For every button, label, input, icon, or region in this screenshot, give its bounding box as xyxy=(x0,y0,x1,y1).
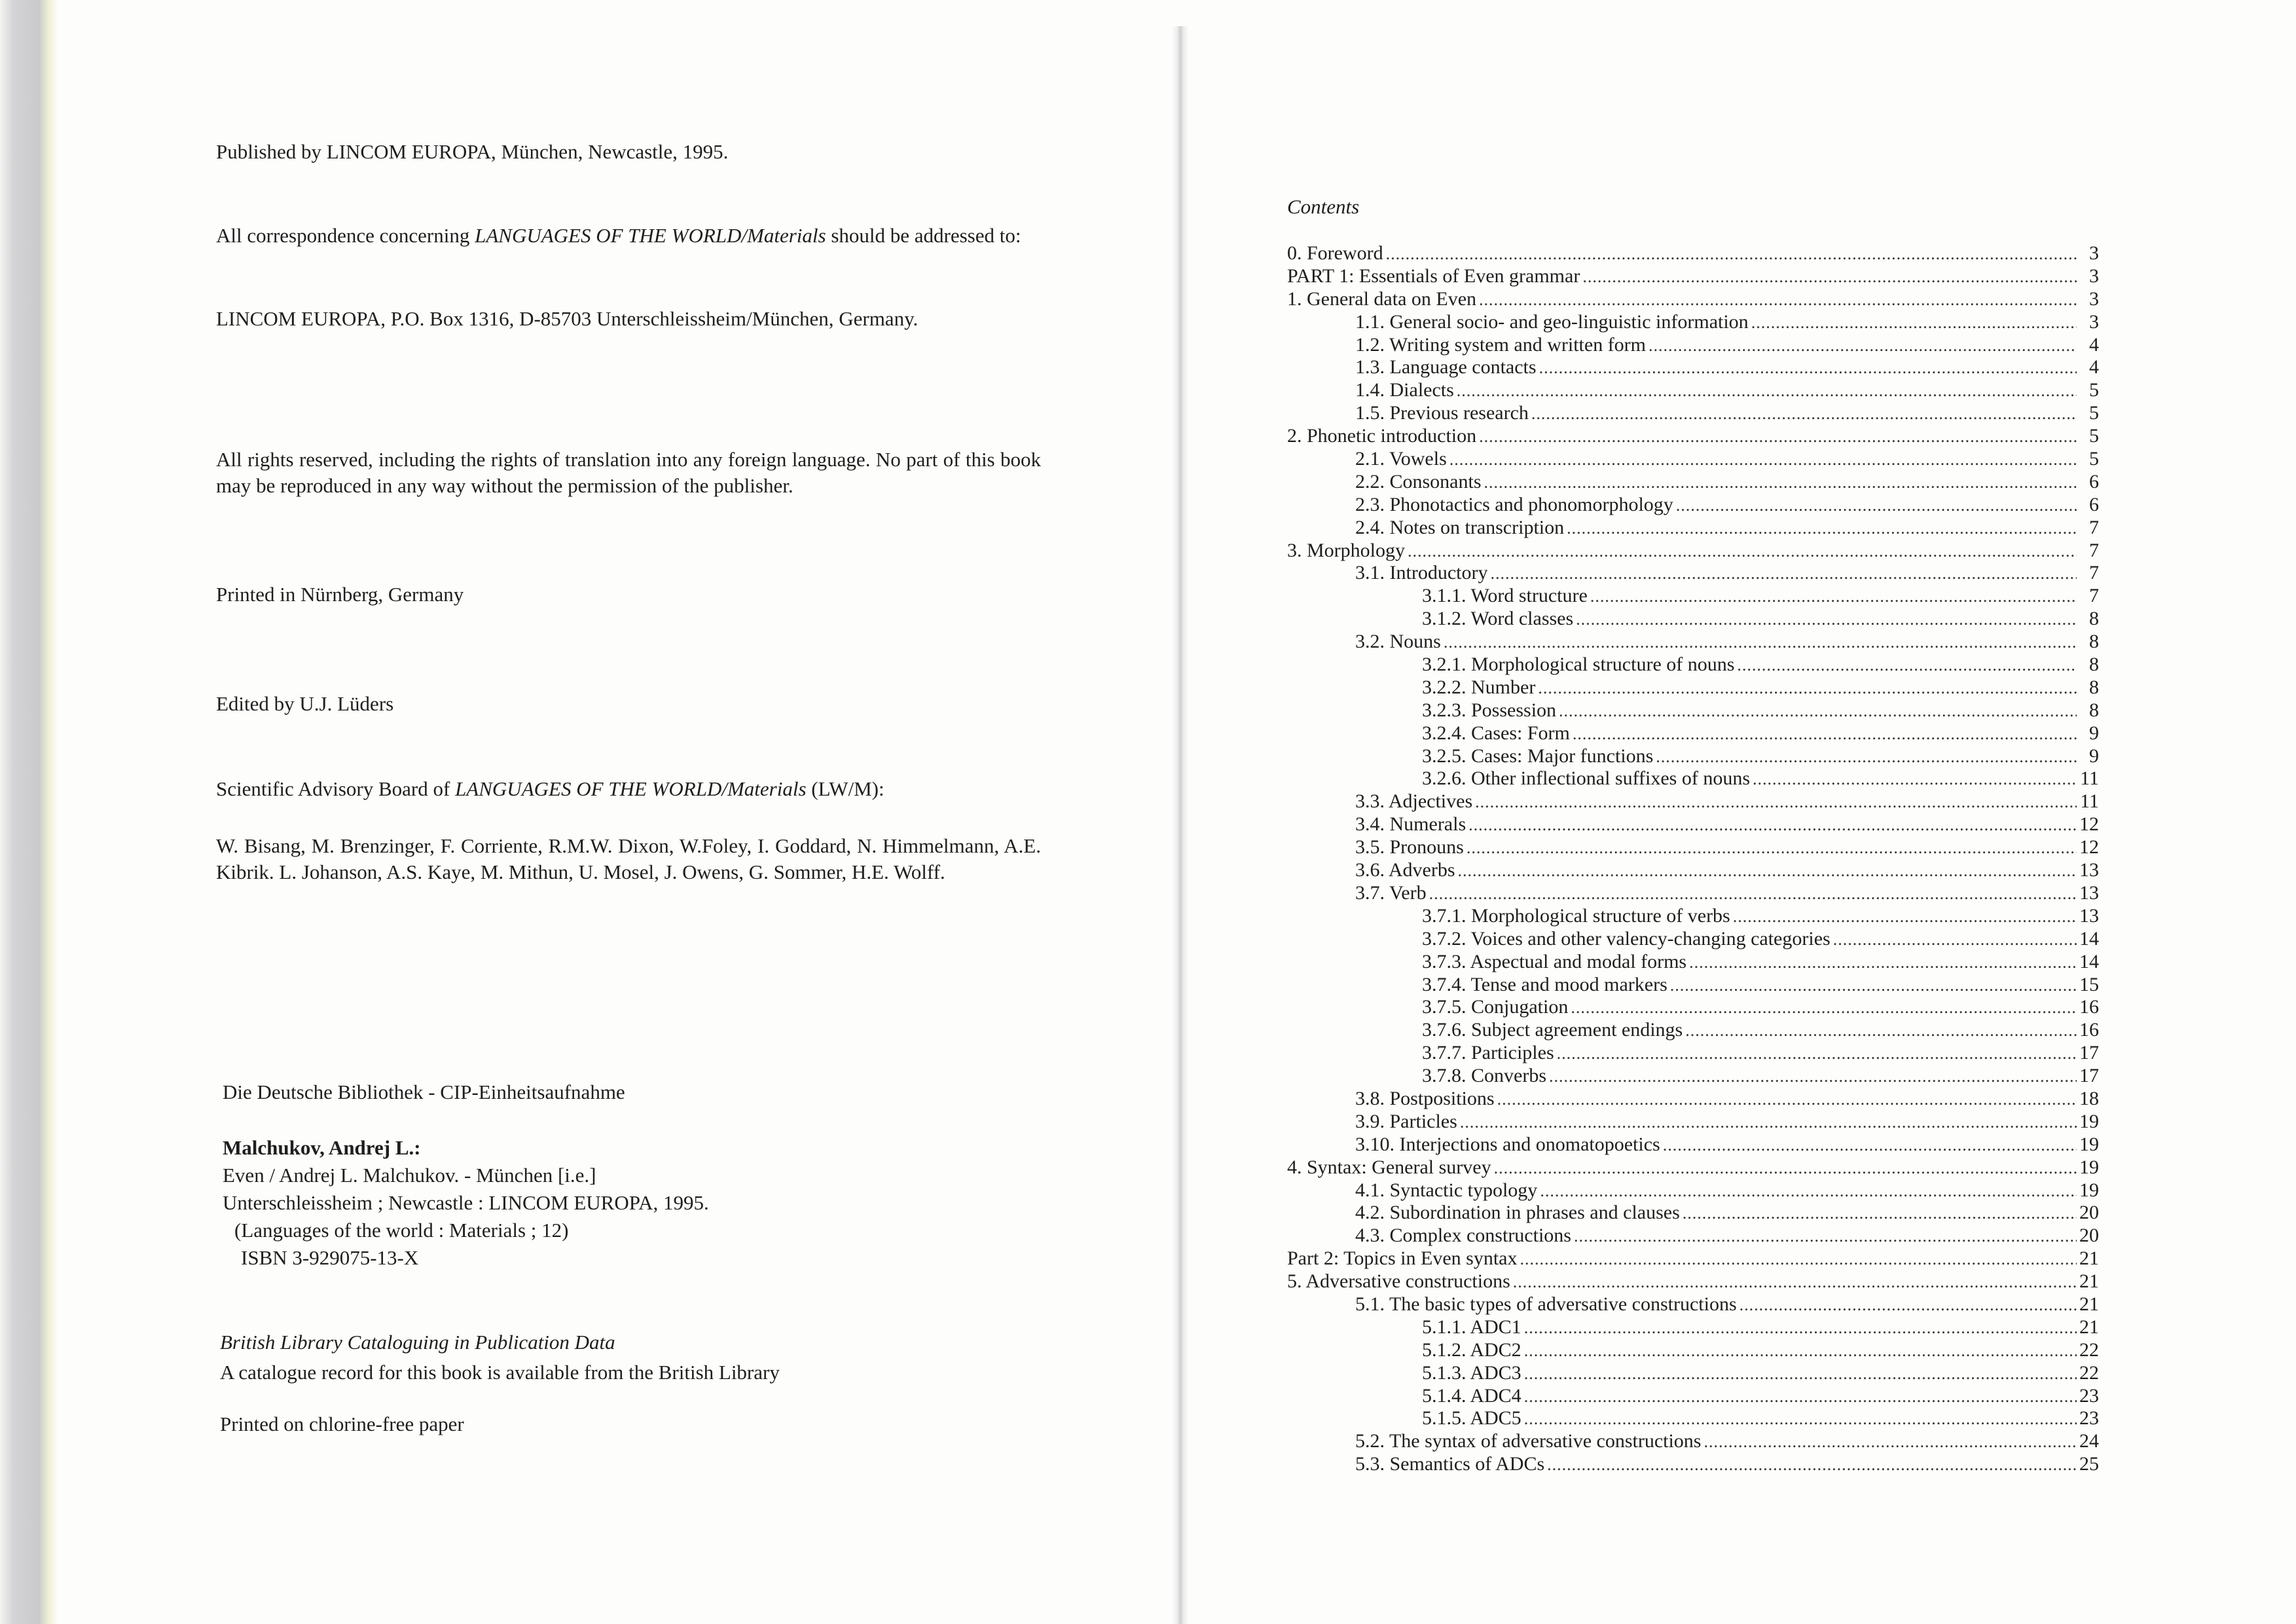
toc-entry-label: 2.2. Consonants xyxy=(1355,470,1482,492)
toc-entry-page: 14 xyxy=(2079,927,2099,950)
toc-leader-dots xyxy=(1524,1317,2077,1340)
toc-leader-dots xyxy=(1524,1363,2077,1386)
toc-entry xyxy=(1287,288,2099,311)
toc-entry-label: 3.4. Numerals xyxy=(1355,813,1467,836)
toc-entry xyxy=(1287,951,2099,974)
scan-edge xyxy=(0,0,58,1624)
toc-entry xyxy=(1287,1247,2099,1270)
toc-entry xyxy=(1287,1430,2099,1453)
publisher-address: LINCOM EUROPA, P.O. Box 1316, D-85703 Unterschleissheim/München, Germany. xyxy=(216,307,919,330)
toc-leader-dots xyxy=(1833,929,2077,951)
toc-entry-label: 1.5. Previous research xyxy=(1355,402,1529,424)
toc-entry-page: 20 xyxy=(2079,1225,2099,1247)
cip-author: Malchukov, Andrej L.: xyxy=(223,1136,421,1159)
printed-location: Printed in Nürnberg, Germany xyxy=(216,583,464,606)
cip-isbn: ISBN 3-929075-13-X xyxy=(241,1246,419,1269)
toc-entry-page: 13 xyxy=(2079,859,2099,881)
toc-entry xyxy=(1287,425,2099,448)
toc-entry-page: 8 xyxy=(2089,654,2099,676)
toc-entry-label: 3.7.2. Voices and other valency-changing categories xyxy=(1422,927,1831,950)
toc-entry-page: 8 xyxy=(2089,631,2099,653)
toc-entry-label: 3.5. Pronouns xyxy=(1355,836,1464,858)
toc-leader-dots xyxy=(1685,1020,2077,1043)
toc-entry-page: 19 xyxy=(2079,1179,2099,1201)
toc-entry-page: 5 xyxy=(2089,379,2099,401)
toc-entry-label: 3. Morphology xyxy=(1287,539,1405,561)
toc-entry-label: 3.7. Verb xyxy=(1355,881,1427,904)
toc-leader-dots xyxy=(1573,723,2077,746)
toc-leader-dots xyxy=(1557,1043,2077,1065)
toc-entry-page: 3 xyxy=(2089,265,2099,287)
toc-leader-dots xyxy=(1737,654,2077,677)
toc-leader-dots xyxy=(1408,540,2077,563)
toc-entry-label: 2.3. Phonotactics and phonomorphology xyxy=(1355,493,1673,515)
toc-entry-label: 3.2.6. Other inflectional suffixes of nouns xyxy=(1422,767,1751,790)
toc-entry xyxy=(1287,265,2099,288)
british-library-text: A catalogue record for this book is available from the British Library xyxy=(220,1361,780,1384)
toc-entry xyxy=(1287,1111,2099,1134)
toc-entry xyxy=(1287,242,2099,265)
toc-entry-page: 15 xyxy=(2079,973,2099,995)
toc-entry xyxy=(1287,356,2099,379)
toc-leader-dots xyxy=(1468,814,2077,837)
toc-entry-label: 2.4. Notes on transcription xyxy=(1355,516,1565,538)
published-line: Published by LINCOM EUROPA, München, Newcastle, 1995. xyxy=(216,140,729,163)
toc-leader-dots xyxy=(1484,471,2077,494)
toc-entry-label: 3.10. Interjections and onomatopoetics xyxy=(1355,1133,1660,1155)
toc-entry-label: 3.7.7. Participles xyxy=(1422,1042,1554,1064)
toc-entry-label: 3.8. Postpositions xyxy=(1355,1087,1495,1109)
toc-entry-label: 3.1.1. Word structure xyxy=(1422,585,1588,607)
toc-entry xyxy=(1287,790,2099,813)
toc-entry-page: 19 xyxy=(2079,1110,2099,1132)
toc-entry-label: 5.1.5. ADC5 xyxy=(1422,1407,1522,1430)
toc-leader-dots xyxy=(1386,243,2077,266)
toc-leader-dots xyxy=(1444,631,2077,654)
toc-entry-page: 11 xyxy=(2080,767,2099,790)
toc-leader-dots xyxy=(1733,906,2077,929)
toc-entry-label: 3.7.4. Tense and mood markers xyxy=(1422,973,1667,995)
toc-entry-label: 4. Syntax: General survey xyxy=(1287,1156,1491,1178)
toc-entry xyxy=(1287,745,2099,768)
toc-leader-dots xyxy=(1576,608,2077,631)
toc-entry xyxy=(1287,654,2099,676)
advisory-prefix: Scientific Advisory Board of xyxy=(216,777,456,800)
toc-entry-label: 0. Foreword xyxy=(1287,242,1383,264)
toc-entry-page: 12 xyxy=(2079,836,2099,858)
toc-entry-label: 3.7.5. Conjugation xyxy=(1422,996,1569,1018)
toc-leader-dots xyxy=(1449,449,2077,471)
toc-entry-label: 4.2. Subordination in phrases and clauses xyxy=(1355,1202,1680,1224)
toc-leader-dots xyxy=(1704,1431,2077,1454)
toc-entry-label: PART 1: Essentials of Even grammar xyxy=(1287,265,1580,287)
toc-leader-dots xyxy=(1753,768,2077,791)
toc-entry-page: 9 xyxy=(2089,745,2099,767)
toc-entry-label: 1.4. Dialects xyxy=(1355,379,1454,401)
toc-entry-page: 7 xyxy=(2089,585,2099,607)
toc-entry xyxy=(1287,379,2099,402)
toc-entry xyxy=(1287,1385,2099,1408)
advisory-suffix: (LW/M): xyxy=(806,777,884,800)
toc-entry-page: 7 xyxy=(2089,516,2099,538)
toc-entry-label: 5.1.4. ADC4 xyxy=(1422,1384,1522,1407)
table-of-contents xyxy=(1287,242,2099,1476)
toc-entry xyxy=(1287,334,2099,357)
toc-entry xyxy=(1287,1339,2099,1362)
toc-leader-dots xyxy=(1590,585,2077,608)
toc-entry-page: 3 xyxy=(2089,287,2099,310)
toc-entry-label: 5. Adversative constructions xyxy=(1287,1270,1510,1293)
toc-entry-label: 4.3. Complex constructions xyxy=(1355,1225,1571,1247)
toc-entry xyxy=(1287,767,2099,790)
toc-entry-label: 1.2. Writing system and written form xyxy=(1355,333,1647,356)
toc-leader-dots xyxy=(1494,1157,2077,1180)
toc-entry xyxy=(1287,631,2099,654)
toc-entry xyxy=(1287,928,2099,951)
toc-entry xyxy=(1287,471,2099,494)
toc-leader-dots xyxy=(1540,1180,2077,1203)
toc-entry xyxy=(1287,1362,2099,1385)
toc-entry xyxy=(1287,494,2099,517)
toc-entry xyxy=(1287,836,2099,859)
toc-entry-page: 5 xyxy=(2089,448,2099,470)
toc-leader-dots xyxy=(1751,312,2077,335)
right-page xyxy=(1287,0,2105,1624)
toc-leader-dots xyxy=(1467,837,2077,860)
toc-leader-dots xyxy=(1582,266,2077,289)
toc-entry xyxy=(1287,540,2099,563)
toc-leader-dots xyxy=(1670,974,2077,997)
toc-entry-page: 25 xyxy=(2079,1453,2099,1475)
toc-entry xyxy=(1287,1202,2099,1225)
correspondence-prefix: All correspondence concerning xyxy=(216,224,475,247)
toc-entry xyxy=(1287,448,2099,471)
toc-entry xyxy=(1287,1042,2099,1065)
toc-entry-label: 3.2.2. Number xyxy=(1422,676,1536,698)
toc-leader-dots xyxy=(1524,1408,2077,1431)
toc-leader-dots xyxy=(1475,791,2077,814)
book-gutter xyxy=(1172,26,1189,1624)
toc-entry xyxy=(1287,311,2099,334)
toc-leader-dots xyxy=(1497,1088,2077,1111)
toc-leader-dots xyxy=(1538,677,2077,700)
toc-entry-page: 18 xyxy=(2079,1087,2099,1109)
toc-entry xyxy=(1287,905,2099,928)
toc-entry-page: 23 xyxy=(2079,1384,2099,1407)
toc-entry-label: 5.3. Semantics of ADCs xyxy=(1355,1453,1545,1475)
toc-entry-label: 3.2.1. Morphological structure of nouns xyxy=(1422,654,1735,676)
toc-entry-label: 3.2.4. Cases: Form xyxy=(1422,722,1570,744)
cip-heading: Die Deutsche Bibliothek - CIP-Einheitsaufnahme xyxy=(223,1080,625,1103)
toc-leader-dots xyxy=(1479,289,2077,312)
toc-leader-dots xyxy=(1676,494,2077,517)
toc-entry-page: 4 xyxy=(2089,333,2099,356)
toc-leader-dots xyxy=(1531,403,2077,426)
toc-entry-page: 6 xyxy=(2089,493,2099,515)
toc-entry xyxy=(1287,402,2099,425)
toc-entry xyxy=(1287,1065,2099,1088)
toc-entry-page: 17 xyxy=(2079,1042,2099,1064)
toc-entry xyxy=(1287,1134,2099,1156)
toc-leader-dots xyxy=(1689,951,2077,974)
toc-entry-page: 21 xyxy=(2079,1316,2099,1338)
toc-entry xyxy=(1287,517,2099,540)
correspondence-series: LANGUAGES OF THE WORLD/Materials xyxy=(475,224,826,247)
toc-entry-label: 3.7.1. Morphological structure of verbs xyxy=(1422,904,1730,927)
toc-leader-dots xyxy=(1458,860,2077,883)
toc-entry-label: 3.7.6. Subject agreement endings xyxy=(1422,1019,1683,1041)
toc-entry-page: 13 xyxy=(2079,881,2099,904)
toc-leader-dots xyxy=(1520,1248,2077,1271)
toc-leader-dots xyxy=(1490,563,2077,585)
toc-entry-page: 9 xyxy=(2089,722,2099,744)
british-library-heading: British Library Cataloguing in Publication Data xyxy=(220,1331,615,1354)
toc-entry xyxy=(1287,676,2099,699)
cip-line-3: (Languages of the world : Materials ; 12) xyxy=(234,1219,569,1242)
toc-entry-label: 1.1. General socio- and geo-linguistic information xyxy=(1355,310,1749,333)
paper-note: Printed on chlorine-free paper xyxy=(220,1412,464,1435)
toc-leader-dots xyxy=(1460,1111,2077,1134)
toc-entry xyxy=(1287,1453,2099,1476)
toc-entry-page: 8 xyxy=(2089,676,2099,698)
left-page xyxy=(216,0,1067,1624)
cip-line-2: Unterschleissheim ; Newcastle : LINCOM EUROPA, 1995. xyxy=(223,1191,709,1214)
toc-leader-dots xyxy=(1524,1340,2077,1363)
correspondence-paragraph xyxy=(216,223,1041,249)
toc-entry-page: 16 xyxy=(2079,1019,2099,1041)
toc-entry xyxy=(1287,1316,2099,1339)
toc-entry-page: 14 xyxy=(2079,950,2099,972)
toc-entry-label: 3.7.8. Converbs xyxy=(1422,1065,1546,1087)
toc-entry xyxy=(1287,1156,2099,1179)
toc-entry-page: 3 xyxy=(2089,242,2099,264)
toc-leader-dots xyxy=(1539,357,2077,380)
toc-entry-page: 13 xyxy=(2079,904,2099,927)
toc-entry xyxy=(1287,882,2099,905)
correspondence-suffix: should be addressed to: xyxy=(826,224,1021,247)
toc-leader-dots xyxy=(1559,700,2077,723)
advisory-series: LANGUAGES OF THE WORLD/Materials xyxy=(455,777,807,800)
toc-entry-label: 3.6. Adverbs xyxy=(1355,859,1455,881)
rights-paragraph: All rights reserved, including the rights of translation into any foreign language. No part of this book may be reproduced in any way without the permission of the publisher. xyxy=(216,448,1041,497)
toc-entry xyxy=(1287,859,2099,882)
toc-entry-page: 21 xyxy=(2079,1270,2099,1293)
toc-leader-dots xyxy=(1429,883,2077,906)
toc-entry-label: 3.7.3. Aspectual and modal forms xyxy=(1422,950,1687,972)
toc-entry xyxy=(1287,699,2099,722)
toc-entry-page: 12 xyxy=(2079,813,2099,836)
toc-entry xyxy=(1287,1019,2099,1042)
toc-entry xyxy=(1287,1270,2099,1293)
toc-entry xyxy=(1287,608,2099,631)
toc-entry xyxy=(1287,813,2099,836)
toc-entry-label: 5.2. The syntax of adversative constructions xyxy=(1355,1430,1702,1452)
toc-leader-dots xyxy=(1549,1065,2077,1088)
toc-entry-label: 4.1. Syntactic typology xyxy=(1355,1179,1538,1201)
toc-entry-label: 3.1.2. Word classes xyxy=(1422,608,1574,630)
toc-entry-label: 5.1.1. ADC1 xyxy=(1422,1316,1522,1338)
toc-entry-page: 23 xyxy=(2079,1407,2099,1430)
toc-entry-page: 19 xyxy=(2079,1133,2099,1155)
toc-entry-label: 1. General data on Even xyxy=(1287,287,1477,310)
toc-leader-dots xyxy=(1656,746,2077,769)
advisory-board-heading xyxy=(216,776,884,802)
toc-entry-label: 1.3. Language contacts xyxy=(1355,356,1537,378)
toc-leader-dots xyxy=(1513,1271,2077,1294)
toc-entry-label: 2.1. Vowels xyxy=(1355,448,1447,470)
toc-entry-page: 16 xyxy=(2079,996,2099,1018)
toc-leader-dots xyxy=(1547,1454,2077,1477)
contents-heading: Contents xyxy=(1287,195,1360,218)
toc-entry-label: 5.1. The basic types of adversative constructions xyxy=(1355,1293,1737,1315)
toc-entry xyxy=(1287,1293,2099,1316)
toc-entry-page: 11 xyxy=(2080,790,2099,813)
toc-entry-page: 21 xyxy=(2079,1293,2099,1315)
toc-leader-dots xyxy=(1649,335,2077,358)
toc-entry xyxy=(1287,1088,2099,1111)
cip-line-1: Even / Andrej L. Malchukov. - München [i.e.] xyxy=(223,1164,596,1187)
toc-entry xyxy=(1287,1407,2099,1430)
advisory-board-members: W. Bisang, M. Brenzinger, F. Corriente, R.M.W. Dixon, W.Foley, I. Goddard, N. Himmelmann, A.E. Kibrik. L. Johanson, A.S. Kaye, M. Mithun, U. Mosel, J. Owens, G. Sommer, H.E. Wolff. xyxy=(216,834,1041,883)
toc-entry-page: 22 xyxy=(2079,1361,2099,1384)
toc-entry xyxy=(1287,996,2099,1019)
toc-leader-dots xyxy=(1479,426,2077,449)
toc-leader-dots xyxy=(1571,997,2077,1020)
editor-line: Edited by U.J. Lüders xyxy=(216,692,394,715)
toc-entry-label: 2. Phonetic introduction xyxy=(1287,425,1477,447)
toc-entry xyxy=(1287,722,2099,745)
toc-entry-page: 7 xyxy=(2089,562,2099,584)
toc-entry-page: 5 xyxy=(2089,425,2099,447)
toc-entry-page: 20 xyxy=(2079,1202,2099,1224)
toc-entry-page: 4 xyxy=(2089,356,2099,378)
toc-entry-label: 3.2.5. Cases: Major functions xyxy=(1422,745,1654,767)
toc-entry-label: 3.2. Nouns xyxy=(1355,631,1441,653)
toc-leader-dots xyxy=(1567,517,2077,540)
toc-leader-dots xyxy=(1683,1202,2077,1225)
toc-entry-page: 21 xyxy=(2079,1247,2099,1270)
toc-leader-dots xyxy=(1663,1134,2077,1157)
toc-leader-dots xyxy=(1740,1294,2077,1317)
toc-entry-page: 7 xyxy=(2089,539,2099,561)
toc-entry xyxy=(1287,974,2099,997)
toc-entry xyxy=(1287,1179,2099,1202)
toc-leader-dots xyxy=(1457,380,2077,403)
toc-entry-page: 24 xyxy=(2079,1430,2099,1452)
toc-entry-page: 22 xyxy=(2079,1338,2099,1361)
toc-entry-page: 3 xyxy=(2089,310,2099,333)
toc-entry-label: 3.3. Adjectives xyxy=(1355,790,1473,813)
toc-entry-page: 8 xyxy=(2089,699,2099,721)
toc-entry-page: 5 xyxy=(2089,402,2099,424)
toc-entry xyxy=(1287,562,2099,585)
toc-entry-label: 3.9. Particles xyxy=(1355,1110,1457,1132)
toc-entry-label: 3.1. Introductory xyxy=(1355,562,1488,584)
toc-entry-label: 5.1.2. ADC2 xyxy=(1422,1338,1522,1361)
toc-entry-page: 6 xyxy=(2089,470,2099,492)
toc-entry xyxy=(1287,585,2099,608)
toc-leader-dots xyxy=(1524,1386,2077,1409)
toc-entry-label: Part 2: Topics in Even syntax xyxy=(1287,1247,1518,1270)
toc-entry-page: 8 xyxy=(2089,608,2099,630)
toc-entry-label: 3.2.3. Possession xyxy=(1422,699,1557,721)
toc-entry-label: 5.1.3. ADC3 xyxy=(1422,1361,1522,1384)
toc-entry-page: 17 xyxy=(2079,1065,2099,1087)
toc-entry xyxy=(1287,1225,2099,1247)
toc-entry-page: 19 xyxy=(2079,1156,2099,1178)
toc-leader-dots xyxy=(1574,1225,2077,1248)
